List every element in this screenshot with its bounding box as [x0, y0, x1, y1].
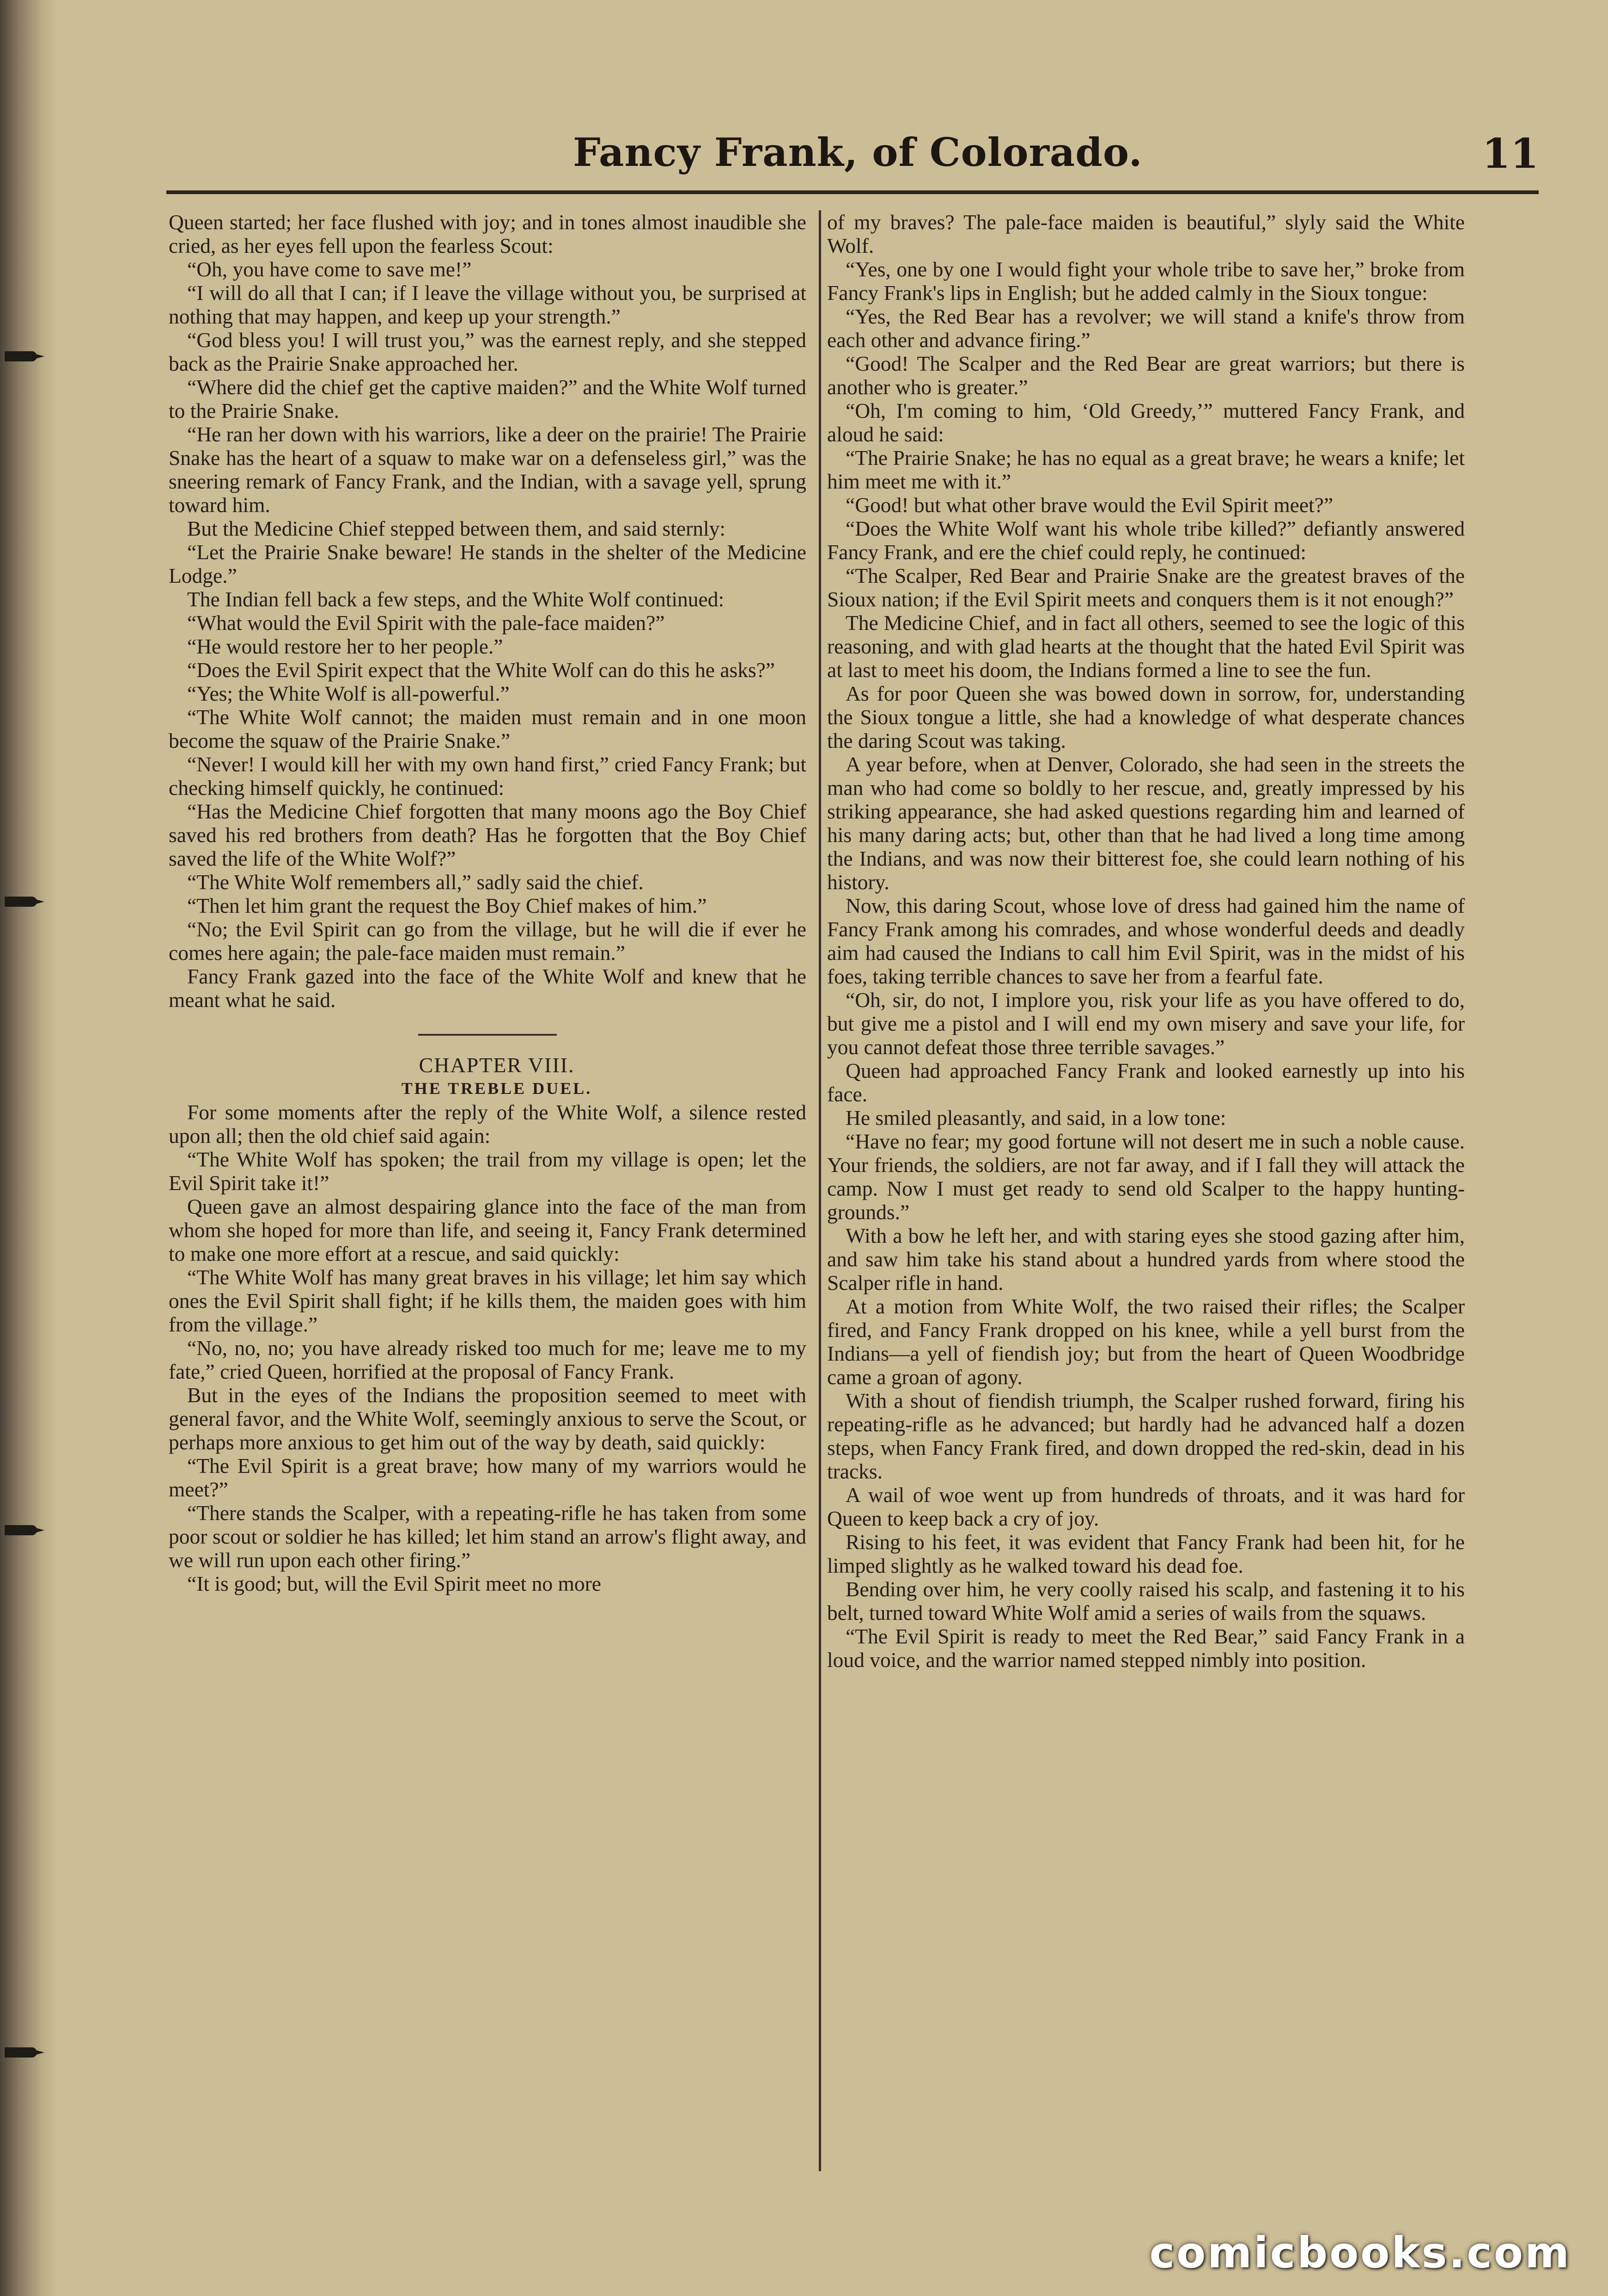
left-column [169, 210, 806, 2171]
left-paragraphs-before [169, 210, 806, 1012]
right-column [827, 210, 1465, 2171]
paragraph: Rising to his feet, it was evident that Fancy Frank had been hit, for he limped slightly as he walked toward his dead foe. [827, 1530, 1465, 1577]
paragraph: Bending over him, he very coolly raised his scalp, and fastening it to his belt, turned toward White Wolf amid a series of wails from the squaws. [827, 1577, 1465, 1624]
binding-staple [5, 897, 37, 907]
page-number: 11 [1482, 129, 1539, 177]
paragraph: “Yes; the White Wolf is all-powerful.” [187, 682, 510, 705]
chapter-divider [418, 1034, 557, 1036]
paragraph: Queen gave an almost despairing glance into the face of the man from whom she hoped for more than life, and seeing it, Fancy Frank determined to make one more effort at a rescue, and said quickly: [169, 1195, 806, 1265]
paragraph: of my braves? The pale-face maiden is beautiful,” slyly said the White Wolf. [827, 210, 1465, 257]
paragraph: “The White Wolf has spoken; the trail from my village is open; let the Evil Spirit take it!” [169, 1148, 806, 1195]
paragraph: As for poor Queen she was bowed down in sorrow, for, understanding the Sioux tongue a little, she had a knowledge of what desperate chances the daring Scout was taking. [827, 682, 1465, 752]
paragraph: “Does the White Wolf want his whole tribe killed?” defiantly answered Fancy Frank, and ere the chief could reply, he continued: [827, 517, 1465, 564]
paragraph: With a bow he left her, and with staring eyes she stood gazing after him, and saw him take his stand about a hundred yards from where stood the Scalper rifle in hand. [827, 1224, 1465, 1295]
paragraph: “Good! but what other brave would the Evil Spirit meet?” [846, 493, 1334, 517]
header-rule [166, 190, 1539, 194]
paragraph: “Has the Medicine Chief forgotten that many moons ago the Boy Chief saved his red brothers from death? Has he forgotten that the Boy Chief saved the life of the White Wolf?” [169, 800, 806, 870]
paragraph: “Oh, you have come to save me!” [187, 257, 472, 281]
paragraph: “Let the Prairie Snake beware! He stands in the shelter of the Medicine Lodge.” [169, 540, 806, 587]
paragraph: “He would restore her to her people.” [187, 635, 503, 658]
binding-staple [5, 351, 37, 361]
paragraph: “There stands the Scalper, with a repeating-rifle he has taken from some poor scout or soldier he has killed; let him stand an arrow's flight away, and we will run upon each other firing.” [169, 1501, 806, 1572]
paragraph: Now, this daring Scout, whose love of dress had gained him the name of Fancy Frank among his comrades, and whose wonderful deeds and deadly aim had caused the Indians to call him Evil Spirit, was in the midst of his foes, taking terrible chances to save her from a fearful fate. [827, 894, 1465, 988]
paragraph: “No; the Evil Spirit can go from the village, but he will die if ever he comes here again; the pale-face maiden must remain.” [169, 917, 806, 965]
paragraph: “I will do all that I can; if I leave the village without you, be surprised at nothing that may happen, and keep up your strength.” [169, 281, 806, 328]
paragraph: “The Scalper, Red Bear and Prairie Snake are the greatest braves of the Sioux nation; if the Evil Spirit meets and conquers them is it not enough?” [827, 564, 1465, 611]
paragraph: “The White Wolf cannot; the maiden must remain and in one moon become the squaw of the Prairie Snake.” [169, 705, 806, 752]
paragraph: “Then let him grant the request the Boy Chief makes of him.” [187, 894, 707, 917]
paragraph: With a shout of fiendish triumph, the Scalper rushed forward, firing his repeating-rifle as he advanced; but hardly had he advanced half a dozen steps, when Fancy Frank fired, and down dropped the red-skin, dead in his tracks. [827, 1389, 1465, 1483]
right-paragraphs [827, 210, 1465, 1672]
paragraph: “Never! I would kill her with my own hand first,” cried Fancy Frank; but checking himself quickly, he continued: [169, 752, 806, 800]
paragraph: For some moments after the reply of the White Wolf, a silence rested upon all; then the old chief said again: [169, 1100, 806, 1148]
paragraph: “Yes, one by one I would fight your whole tribe to save her,” broke from Fancy Frank's lips in English; but he added calmly in the Sioux tongue: [827, 257, 1465, 305]
paragraph: “No, no, no; you have already risked too much for me; leave me to my fate,” cried Queen, horrified at the proposal of Fancy Frank. [169, 1336, 806, 1383]
paragraph: “The Prairie Snake; he has no equal as a great brave; he wears a knife; let him meet me with it.” [827, 446, 1465, 493]
column-divider [819, 210, 821, 2171]
chapter-subtitle: THE TREBLE DUEL. [401, 1079, 592, 1098]
paragraph: “Yes, the Red Bear has a revolver; we will stand a knife's throw from each other and advance firing.” [827, 305, 1465, 352]
book-binding [0, 0, 55, 2296]
binding-staple [5, 1525, 37, 1535]
binding-staple [5, 2047, 37, 2058]
paragraph: “The White Wolf has many great braves in his village; let him say which ones the Evil Spirit shall fight; if he kills them, the maiden goes with him from the village.” [169, 1265, 806, 1336]
paragraph: “It is good; but, will the Evil Spirit meet no more [187, 1572, 601, 1595]
left-paragraphs-after [169, 1100, 806, 1595]
paragraph: “Have no fear; my good fortune will not desert me in such a noble cause. Your friends, the soldiers, are not far away, and if I fall they will attack the camp. Now I must get ready to send old Scalper to the happy hunting-grounds.” [827, 1130, 1465, 1224]
paragraph: “He ran her down with his warriors, like a deer on the prairie! The Prairie Snake has the heart of a squaw to make war on a defenseless girl,” was the sneering remark of Fancy Frank, and the Indian, with a savage yell, sprung toward him. [169, 422, 806, 517]
paragraph: At a motion from White Wolf, the two raised their rifles; the Scalper fired, and Fancy Frank dropped on his knee, while a yell burst from the Indians—a yell of fiendish joy; but from the heart of Queen Woodbridge came a groan of agony. [827, 1295, 1465, 1389]
paragraph: “Oh, sir, do not, I implore you, risk your life as you have offered to do, but give me a pistol and I will end my own misery and save your life, for you cannot defeat those three terrible savages.” [827, 988, 1465, 1059]
paragraph: “Good! The Scalper and the Red Bear are great warriors; but there is another who is greater.” [827, 352, 1465, 399]
paragraph: Fancy Frank gazed into the face of the White Wolf and knew that he meant what he said. [169, 965, 806, 1012]
paragraph: A wail of woe went up from hundreds of throats, and it was hard for Queen to keep back a cry of joy. [827, 1483, 1465, 1530]
paragraph: But in the eyes of the Indians the proposition seemed to meet with general favor, and the White Wolf, seemingly anxious to serve the Scout, or perhaps more anxious to get him out of the way by death, said quickly: [169, 1383, 806, 1454]
paragraph: “Oh, I'm coming to him, ‘Old Greedy,’” muttered Fancy Frank, and aloud he said: [827, 399, 1465, 446]
watermark: comicbooks.com [1149, 2228, 1571, 2278]
paragraph: “Where did the chief get the captive maiden?” and the White Wolf turned to the Prairie Snake. [169, 375, 806, 422]
paragraph: “The Evil Spirit is ready to meet the Red Bear,” said Fancy Frank in a loud voice, and the warrior named stepped nimbly into position. [827, 1624, 1465, 1672]
paragraph: “The Evil Spirit is a great brave; how many of my warriors would he meet?” [169, 1454, 806, 1501]
paragraph: Queen started; her face flushed with joy; and in tones almost inaudible she cried, as her eyes fell upon the fearless Scout: [169, 210, 806, 257]
paragraph: “God bless you! I will trust you,” was the earnest reply, and she stepped back as the Prairie Snake approached her. [169, 328, 806, 375]
page-title: Fancy Frank, of Colorado. [573, 129, 1143, 175]
paragraph: But the Medicine Chief stepped between them, and said sternly: [187, 517, 726, 540]
paragraph: A year before, when at Denver, Colorado, she had seen in the streets the man who had come so boldly to her rescue, and, greatly impressed by his striking appearance, she had asked questions regarding him and learned of his many daring acts; but, other than that he had lived a long time among the Indians, and was now their bitterest foe, she could learn nothing of his history. [827, 752, 1465, 894]
paragraph: Queen had approached Fancy Frank and looked earnestly up into his face. [827, 1059, 1465, 1106]
page-header [166, 125, 1539, 185]
chapter-title: CHAPTER VIII. [419, 1053, 575, 1077]
paragraph: “Does the Evil Spirit expect that the White Wolf can do this he asks?” [187, 658, 775, 682]
paragraph: The Indian fell back a few steps, and the White Wolf continued: [187, 587, 725, 611]
paragraph: The Medicine Chief, and in fact all others, seemed to see the logic of this reasoning, and with glad hearts at the thought that the hated Evil Spirit was at last to meet his doom, the Indians formed a line to see the fun. [827, 611, 1465, 682]
paragraph: He smiled pleasantly, and said, in a low tone: [846, 1106, 1226, 1130]
paragraph: “What would the Evil Spirit with the pale-face maiden?” [187, 611, 665, 635]
paragraph: “The White Wolf remembers all,” sadly said the chief. [187, 870, 644, 894]
